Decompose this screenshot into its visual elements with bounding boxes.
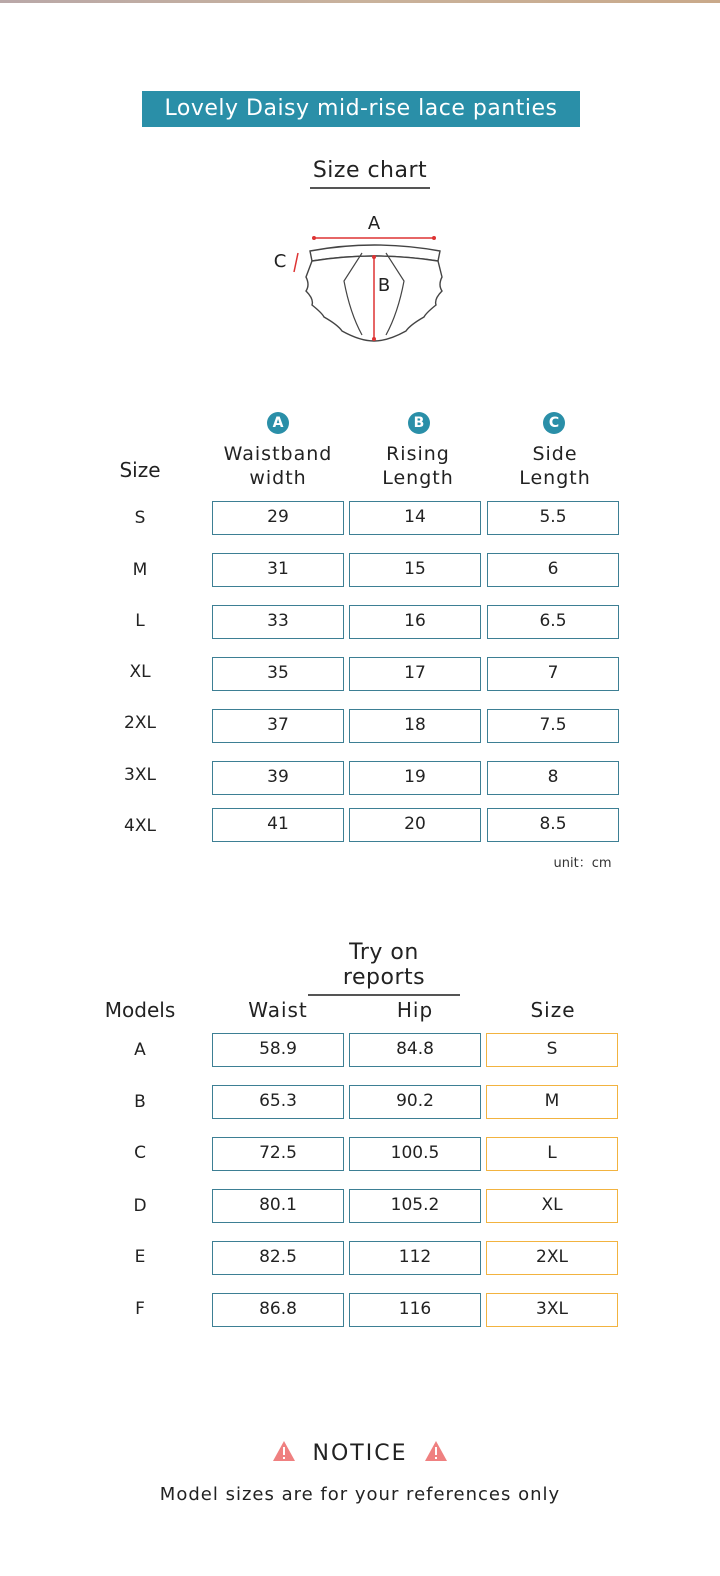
size-cell: 29 <box>212 501 344 535</box>
size-cell: 6 <box>487 553 619 587</box>
waist-cell: 65.3 <box>212 1085 344 1119</box>
column-header-side-length <box>489 442 621 490</box>
panties-measurement-diagram <box>260 205 460 350</box>
badge-b: B <box>408 412 430 434</box>
size-column-header-tryon: Size <box>530 998 576 1022</box>
badge-a: A <box>267 412 289 434</box>
size-cell: 39 <box>212 761 344 795</box>
column-header-line1: Waistband <box>223 443 333 465</box>
hip-cell: 116 <box>349 1293 481 1327</box>
size-cell: 33 <box>212 605 344 639</box>
model-row-label: D <box>133 1196 147 1216</box>
waist-column-header: Waist <box>248 998 308 1022</box>
size-row-label: M <box>132 560 148 580</box>
size-chart-title-underline <box>310 187 430 189</box>
size-column-header: Size <box>119 458 161 482</box>
size-row-label: L <box>135 611 145 631</box>
size-cell: 37 <box>212 709 344 743</box>
size-row-label: XL <box>129 662 151 682</box>
waist-cell: 72.5 <box>212 1137 344 1171</box>
badge-c: C <box>543 412 565 434</box>
size-cell: 18 <box>349 709 481 743</box>
hip-cell: 105.2 <box>349 1189 481 1223</box>
size-cell: 6.5 <box>487 605 619 639</box>
model-row-label: B <box>134 1092 146 1112</box>
size-cell: 15 <box>349 553 481 587</box>
model-size-cell: 2XL <box>486 1241 618 1275</box>
size-cell: 7 <box>487 657 619 691</box>
hip-column-header: Hip <box>396 998 434 1022</box>
models-column-header: Models <box>104 998 176 1022</box>
column-header-line2: Length <box>382 467 454 489</box>
hip-cell: 112 <box>349 1241 481 1275</box>
waist-cell: 86.8 <box>212 1293 344 1327</box>
model-row-label: A <box>134 1040 146 1060</box>
notice-text: Model sizes are for your references only <box>159 1484 561 1505</box>
warning-icon <box>272 1440 296 1462</box>
size-row-label: 3XL <box>124 765 156 785</box>
hip-cell: 84.8 <box>349 1033 481 1067</box>
product-title-banner: Lovely Daisy mid-rise lace panties <box>142 91 580 127</box>
try-on-title <box>308 940 460 990</box>
column-header-line1: Rising <box>386 443 450 465</box>
model-row-label: C <box>134 1143 146 1163</box>
column-header-line2: Length <box>519 467 591 489</box>
column-header-line2: width <box>249 467 307 489</box>
model-size-cell: 3XL <box>486 1293 618 1327</box>
top-accent-bar <box>0 0 720 3</box>
size-cell: 8 <box>487 761 619 795</box>
unit-label: unit：cm <box>553 856 612 871</box>
notice-title: NOTICE <box>312 1441 408 1466</box>
size-cell: 16 <box>349 605 481 639</box>
column-header-line1: Side <box>532 443 578 465</box>
diagram-label-a: A <box>367 213 381 234</box>
size-cell: 19 <box>349 761 481 795</box>
size-cell: 5.5 <box>487 501 619 535</box>
measure-c-line <box>294 253 298 272</box>
model-size-cell: M <box>486 1085 618 1119</box>
model-size-cell: XL <box>486 1189 618 1223</box>
try-on-title-underline <box>308 994 460 996</box>
waist-cell: 58.9 <box>212 1033 344 1067</box>
size-row-label: S <box>134 508 146 528</box>
diagram-label-c: C <box>273 251 287 272</box>
hip-cell: 90.2 <box>349 1085 481 1119</box>
waist-cell: 82.5 <box>212 1241 344 1275</box>
waist-cell: 80.1 <box>212 1189 344 1223</box>
column-header-waistband-width <box>212 442 344 490</box>
size-cell: 20 <box>349 808 481 842</box>
model-row-label: E <box>134 1247 146 1267</box>
model-size-cell: L <box>486 1137 618 1171</box>
model-row-label: F <box>135 1299 145 1319</box>
notice-heading <box>0 1440 720 1466</box>
size-chart-title <box>310 158 430 183</box>
size-cell: 17 <box>349 657 481 691</box>
try-on-title-text: Try on reports <box>342 940 426 990</box>
size-row-label: 2XL <box>124 713 156 733</box>
column-header-rising-length <box>352 442 484 490</box>
size-cell: 35 <box>212 657 344 691</box>
size-chart-title-text: Size chart <box>312 158 428 183</box>
size-cell: 7.5 <box>487 709 619 743</box>
size-cell: 8.5 <box>487 808 619 842</box>
model-size-cell: S <box>486 1033 618 1067</box>
size-cell: 31 <box>212 553 344 587</box>
warning-icon <box>424 1440 448 1462</box>
size-row-label: 4XL <box>124 816 156 836</box>
hip-cell: 100.5 <box>349 1137 481 1171</box>
size-cell: 14 <box>349 501 481 535</box>
diagram-label-b: B <box>377 275 391 296</box>
size-cell: 41 <box>212 808 344 842</box>
